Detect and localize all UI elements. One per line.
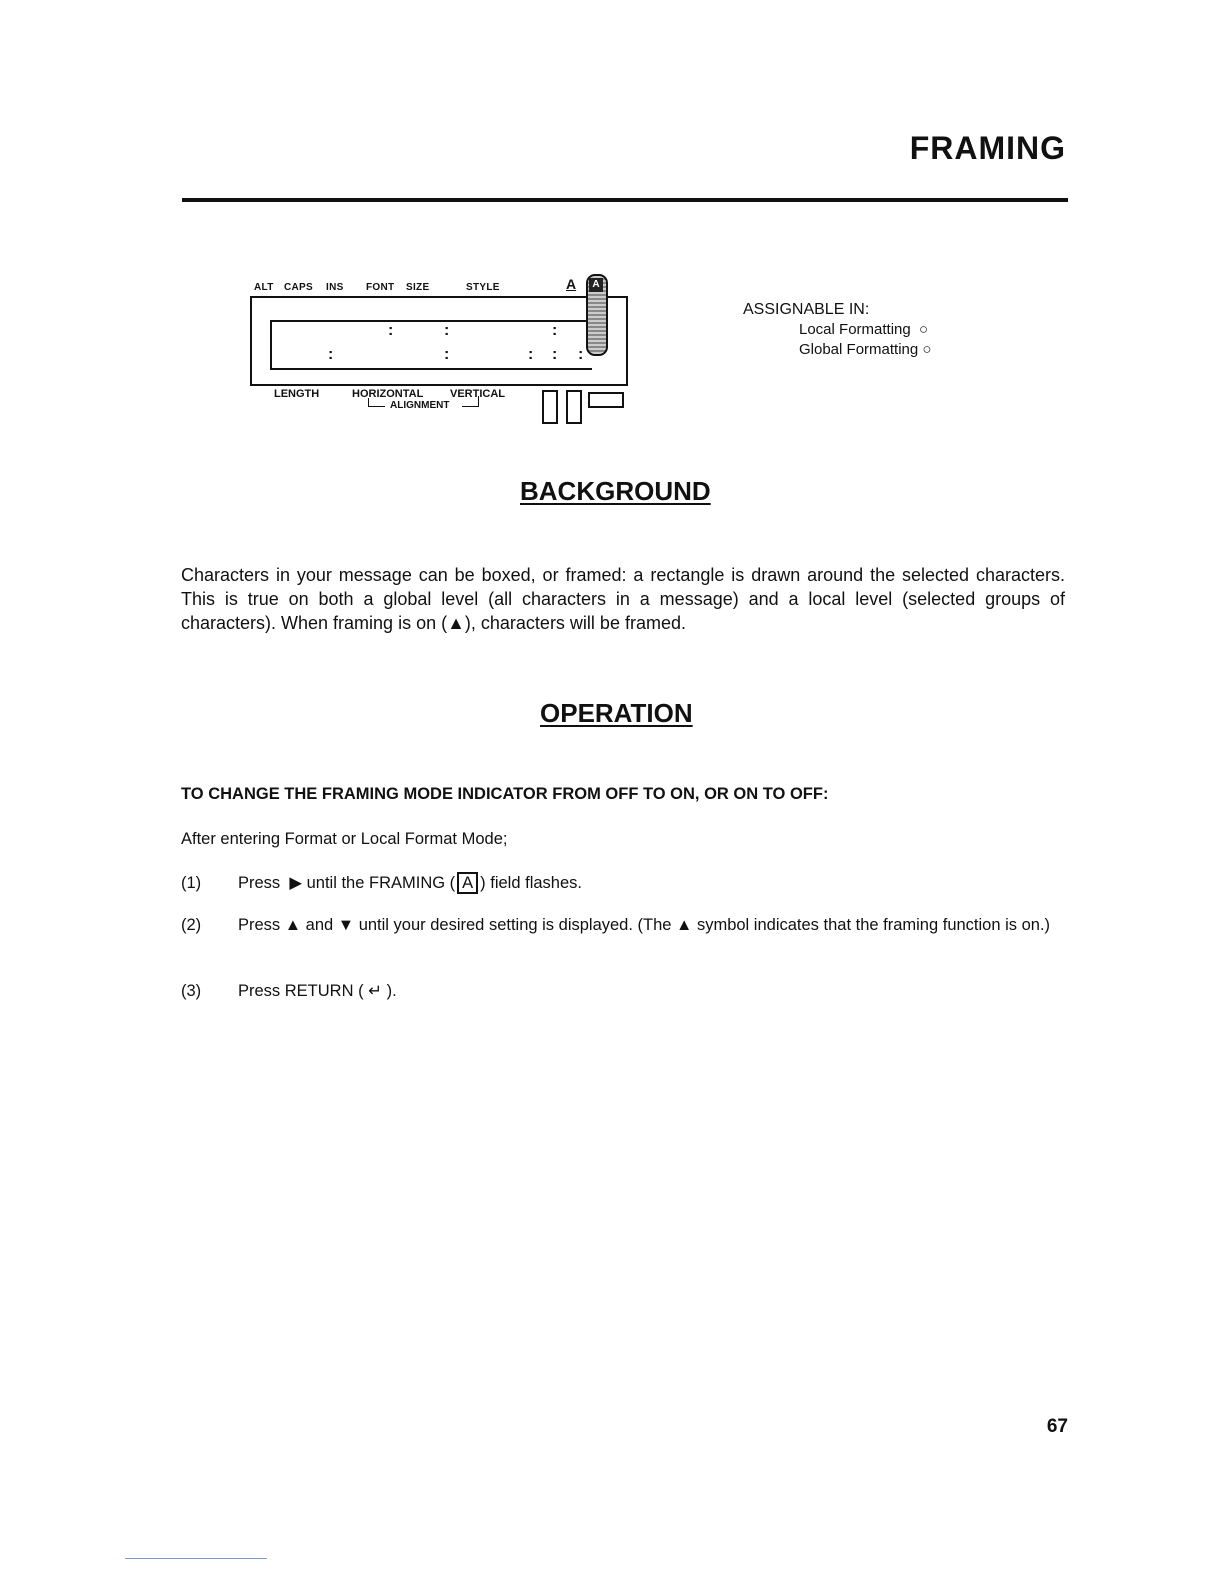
step-number: (3)	[181, 982, 202, 1000]
footer-line	[125, 1558, 267, 1559]
lcd-label-size: SIZE	[406, 282, 430, 293]
lcd-diagram	[250, 270, 640, 430]
lcd-label-horizontal: HORIZONTAL	[352, 388, 424, 400]
segment-digit-icon	[542, 390, 558, 424]
background-heading: BACKGROUND	[520, 476, 711, 506]
lcd-label-alt: ALT	[254, 282, 274, 293]
step-text-post: ) field flashes.	[480, 874, 582, 892]
background-text: Characters in your message can be boxed, or framed: a rectangle is drawn around the selected characters. This is true on both a global level (all characters in a message) and a local level (selected groups of characters). When framing is on (▲), characters will be framed.	[181, 565, 1065, 633]
lcd-inner-frame	[270, 320, 592, 370]
lcd-label-ins: INS	[326, 282, 344, 293]
lcd-label-font: FONT	[366, 282, 395, 293]
assignable-local: Local Formatting ○	[799, 321, 929, 338]
step-number: (2)	[181, 916, 202, 934]
lcd-colon: :	[552, 346, 558, 363]
segment-box-icon	[588, 392, 624, 408]
assignable-heading: ASSIGNABLE IN:	[743, 301, 870, 318]
page-title: FRAMING	[909, 130, 1066, 166]
operation-intro: After entering Format or Local Format Mode;	[181, 830, 508, 848]
lcd-label-vertical: VERTICAL	[450, 388, 505, 400]
operation-subheading: TO CHANGE THE FRAMING MODE INDICATOR FROM OFF TO ON, OR ON TO OFF:	[181, 785, 829, 803]
lcd-label-length: LENGTH	[274, 388, 320, 400]
operation-heading: OPERATION	[540, 698, 693, 728]
lcd-label-style: STYLE	[466, 282, 500, 293]
lcd-colon: :	[528, 346, 534, 363]
step-text: Press ▲ and ▼ until your desired setting is displayed. (The ▲ symbol indicates that the framing function is on.)	[238, 916, 1051, 934]
alignment-bracket-left	[368, 398, 385, 407]
lcd-label-caps: CAPS	[284, 282, 313, 293]
lcd-colon: :	[552, 322, 558, 339]
lcd-colon: :	[328, 346, 334, 363]
step-text-pre: Press ▶ until the FRAMING (	[238, 874, 456, 892]
lcd-colon: :	[444, 346, 450, 363]
lcd-label-alignment: ALIGNMENT	[390, 400, 450, 411]
framing-box-icon: A	[457, 872, 478, 894]
alignment-bracket-right	[462, 396, 479, 407]
lcd-colon: :	[388, 322, 394, 339]
header-rule	[182, 198, 1068, 202]
framing-a-icon: A	[566, 276, 577, 292]
framing-box-icon: A	[589, 278, 603, 292]
segment-digit-icon	[566, 390, 582, 424]
step-text: Press RETURN ( ↵ ).	[238, 982, 397, 1000]
lcd-colon: :	[444, 322, 450, 339]
step-number: (1)	[181, 874, 202, 892]
assignable-in	[743, 300, 931, 360]
lcd-colon: :	[578, 346, 584, 363]
page-number: 67	[1046, 1416, 1068, 1437]
step-text	[238, 872, 1068, 894]
assignable-global: Global Formatting ○	[799, 341, 932, 358]
step-2	[181, 914, 1071, 962]
